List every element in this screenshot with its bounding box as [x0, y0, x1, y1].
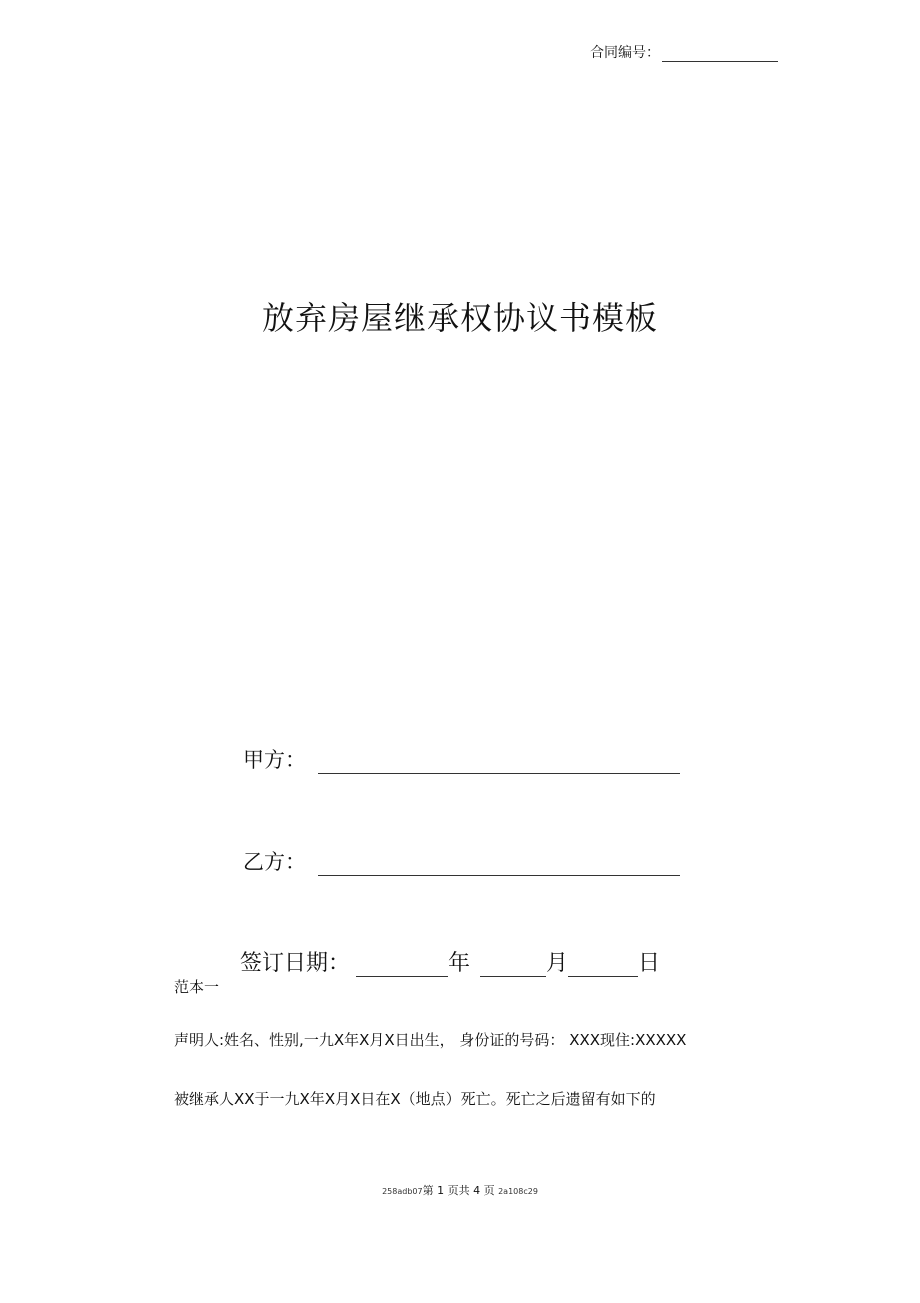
party-a-blank	[318, 755, 680, 774]
party-b-label: 乙方：	[243, 850, 306, 874]
day-blank	[568, 958, 638, 977]
footer-right-code: 2a108c29	[498, 1187, 538, 1196]
party-b-field	[243, 846, 680, 876]
party-b-blank	[318, 857, 680, 876]
sample-label: 范本一	[174, 978, 220, 996]
footer-left-code: 258adb07	[382, 1187, 423, 1196]
month-label: 月	[546, 951, 569, 976]
month-blank	[480, 958, 546, 977]
year-blank	[356, 958, 448, 977]
party-a-label: 甲方：	[243, 748, 306, 772]
sign-date-field	[240, 946, 660, 977]
day-label: 日	[638, 951, 661, 976]
document-title: 放弃房屋继承权协议书模板	[261, 299, 658, 337]
sign-date-label: 签订日期：	[240, 951, 351, 976]
party-a-field	[243, 744, 680, 774]
year-label: 年	[448, 951, 471, 976]
contract-number-label: 合同编号：	[590, 45, 660, 61]
contract-number-field	[590, 42, 778, 62]
body-paragraph-1: 声明人:姓名、性别,一九X年X月X日出生， 身份证的号码： XXX现住:XXXXX	[174, 1031, 687, 1049]
page-number: 第 1 页共 4 页	[422, 1184, 495, 1197]
page-footer	[0, 1182, 920, 1198]
contract-number-blank	[662, 49, 778, 62]
body-paragraph-2: 被继承人XX于一九X年X月X日在X（地点）死亡。死亡之后遗留有如下的	[174, 1090, 656, 1108]
